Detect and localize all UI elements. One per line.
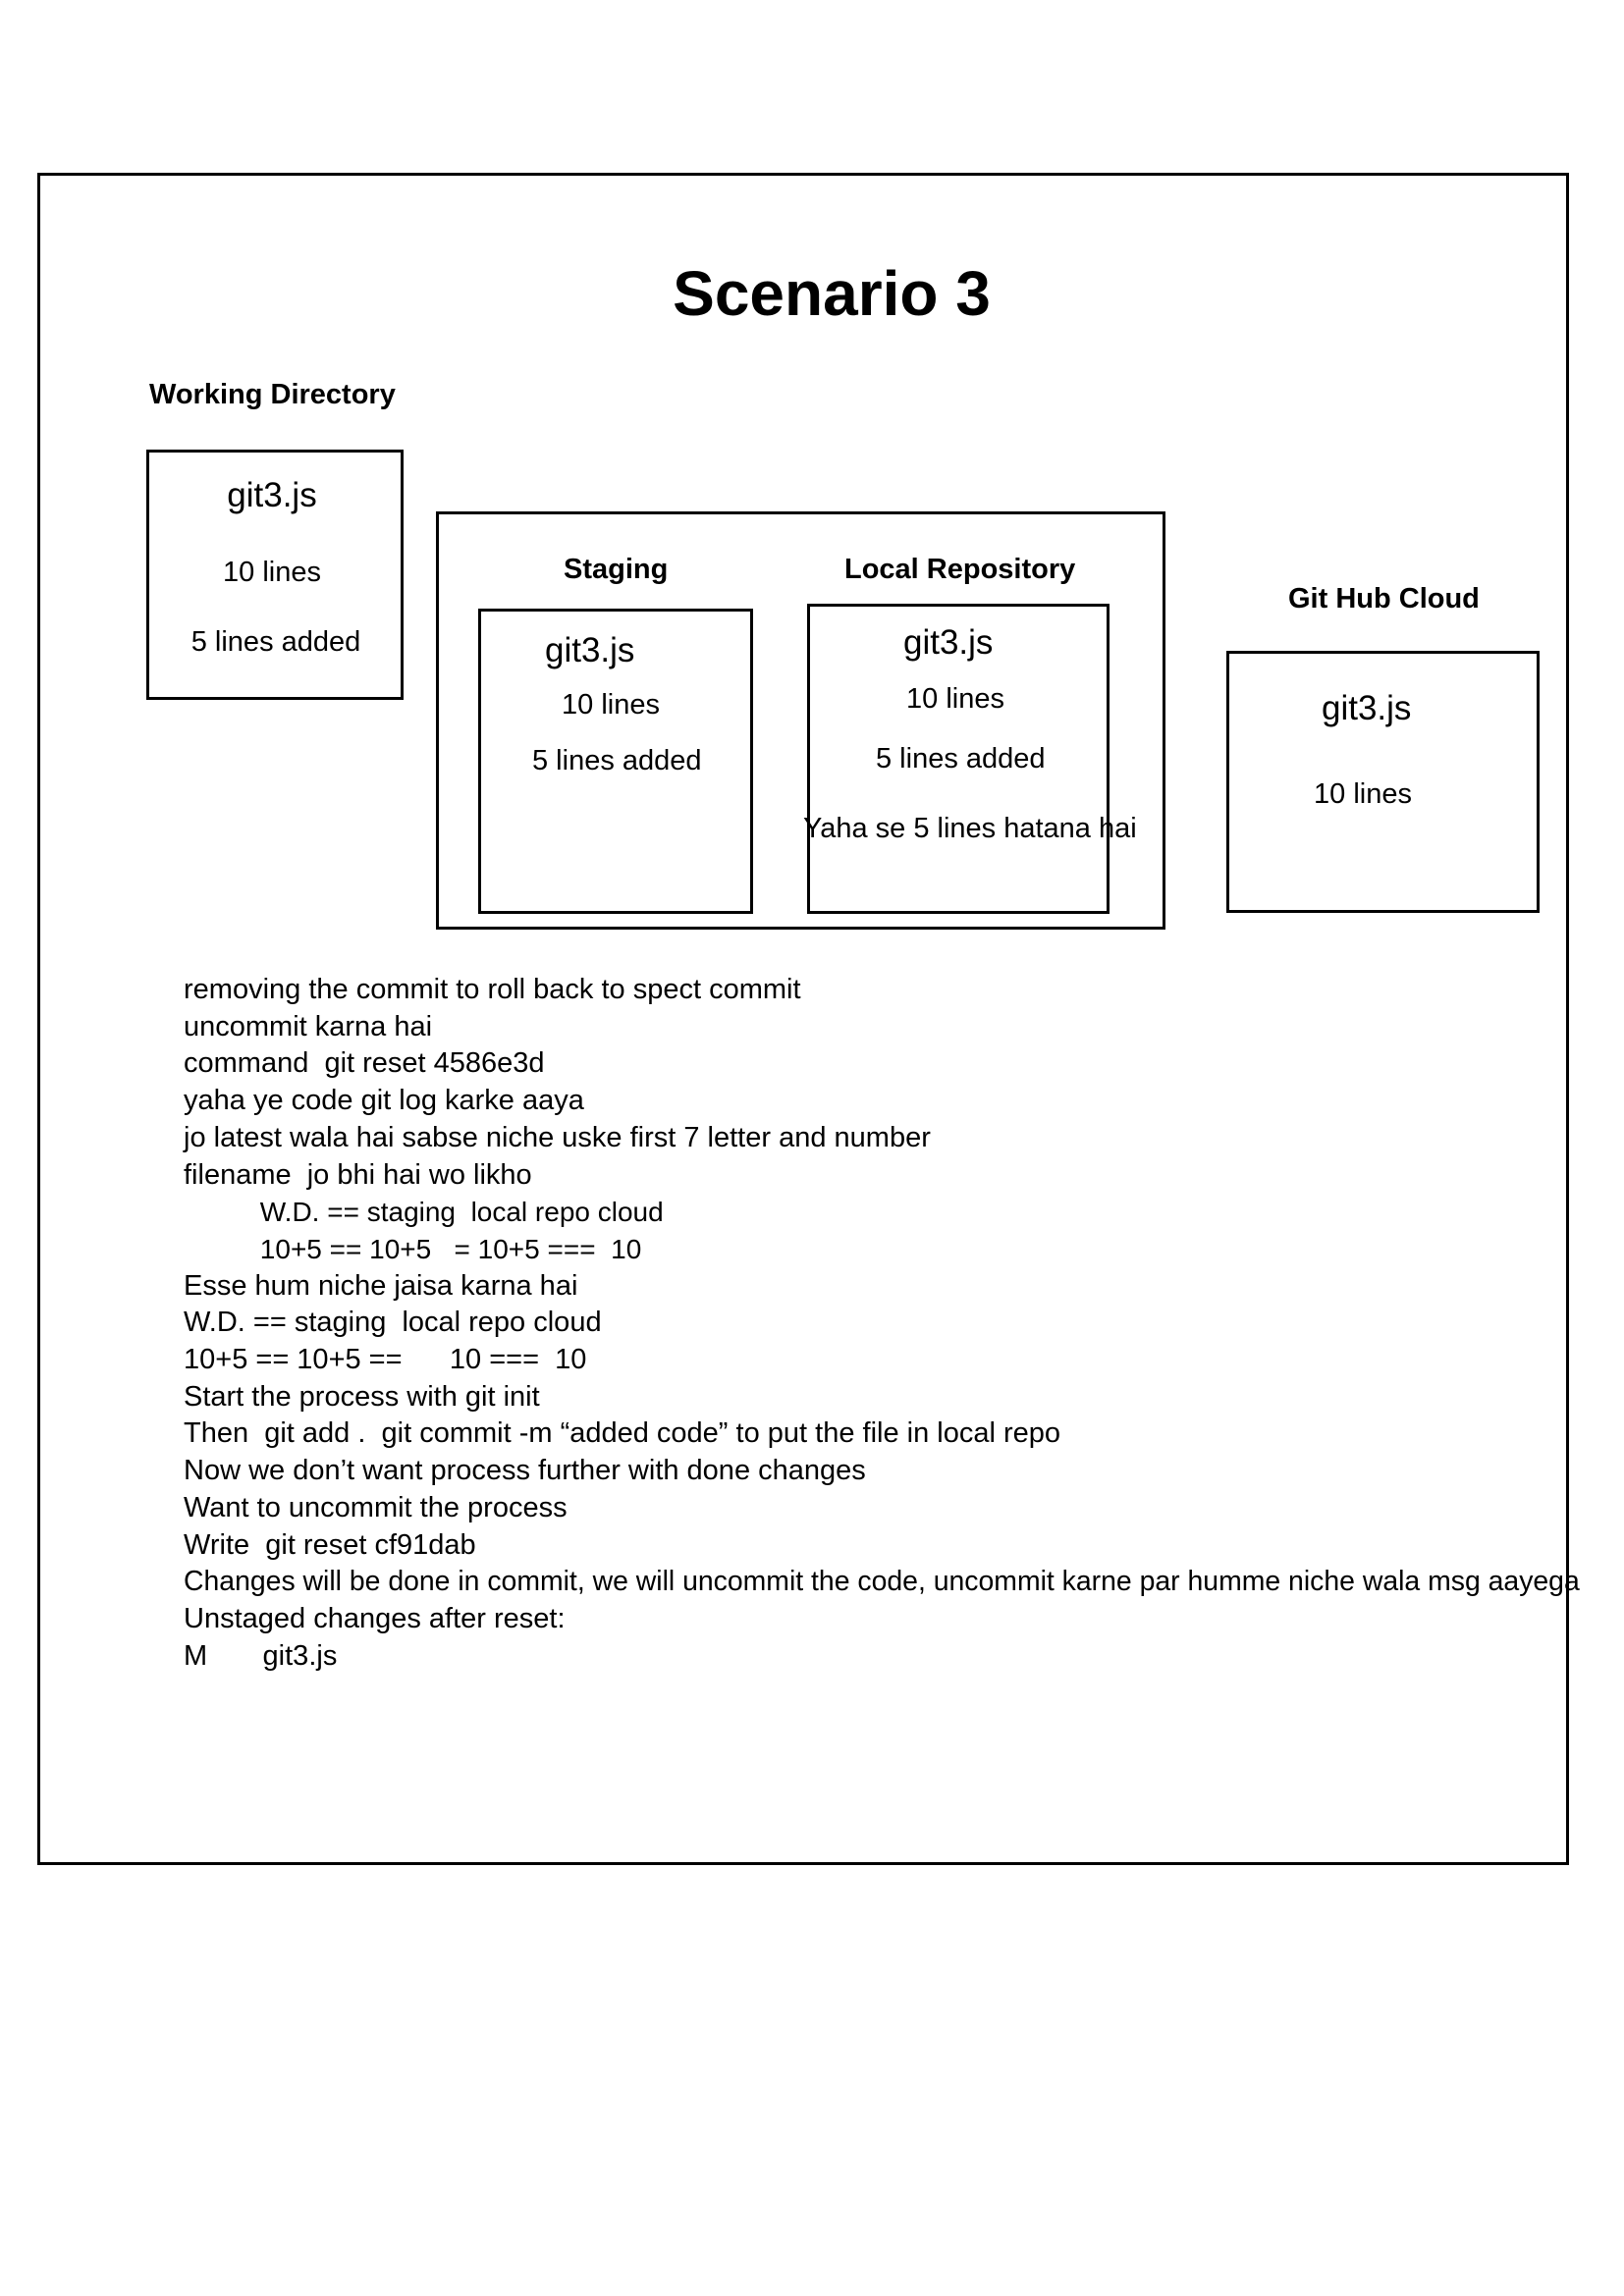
local-repository-heading: Local Repository <box>844 554 1076 585</box>
note-line: Write git reset cf91dab <box>184 1528 476 1561</box>
note-line: Esse hum niche jaisa karna hai <box>184 1269 578 1302</box>
note-line: Then git add . git commit -m “added code” to put the file in local repo <box>184 1417 1061 1450</box>
note-line: yaha ye code git log karke aaya <box>184 1085 584 1117</box>
note-line: 10+5 == 10+5 = 10+5 === 10 <box>184 1233 642 1264</box>
note-line: jo latest wala hai sabse niche uske first 7 letter and number <box>184 1121 931 1153</box>
local-repository-line3: Yaha se 5 lines hatana hai <box>803 813 1137 844</box>
github-cloud-heading: Git Hub Cloud <box>1288 583 1480 614</box>
note-line: command git reset 4586e3d <box>184 1047 545 1080</box>
staging-line2: 5 lines added <box>532 745 702 776</box>
working-directory-file: git3.js <box>227 476 317 514</box>
local-repository-file: git3.js <box>903 623 994 662</box>
note-line: W.D. == staging local repo cloud <box>184 1307 602 1339</box>
github-cloud-file: git3.js <box>1322 689 1412 727</box>
note-line: M git3.js <box>184 1639 338 1672</box>
note-line: removing the commit to roll back to spect commit <box>184 974 801 1005</box>
note-line: 10+5 == 10+5 == 10 === 10 <box>184 1344 587 1376</box>
note-line: Start the process with git init <box>184 1380 540 1413</box>
note-line: Changes will be done in commit, we will uncommit the code, uncommit karne par humme niche wala msg aayega <box>184 1566 1580 1598</box>
note-line: W.D. == staging local repo cloud <box>184 1197 664 1228</box>
note-line: Unstaged changes after reset: <box>184 1602 566 1634</box>
staging-file: git3.js <box>545 631 635 669</box>
notes-block <box>184 972 1580 1675</box>
working-directory-line2: 5 lines added <box>190 626 361 658</box>
note-line: uncommit karna hai <box>184 1010 433 1042</box>
github-cloud-line1: 10 lines <box>1314 778 1412 810</box>
note-line: Now we don’t want process further with done changes <box>184 1455 866 1487</box>
local-repository-line2: 5 lines added <box>876 743 1046 774</box>
local-repository-line1: 10 lines <box>906 683 1004 715</box>
staging-line1: 10 lines <box>562 689 660 721</box>
working-directory-heading: Working Directory <box>149 379 396 410</box>
page-title: Scenario 3 <box>673 258 991 329</box>
working-directory-box <box>146 450 404 700</box>
staging-heading: Staging <box>564 554 669 585</box>
note-line: Want to uncommit the process <box>184 1491 568 1523</box>
github-cloud-box <box>1226 651 1540 913</box>
note-line: filename jo bhi hai wo likho <box>184 1158 532 1191</box>
working-directory-line1: 10 lines <box>223 557 321 588</box>
staging-box <box>478 609 753 914</box>
